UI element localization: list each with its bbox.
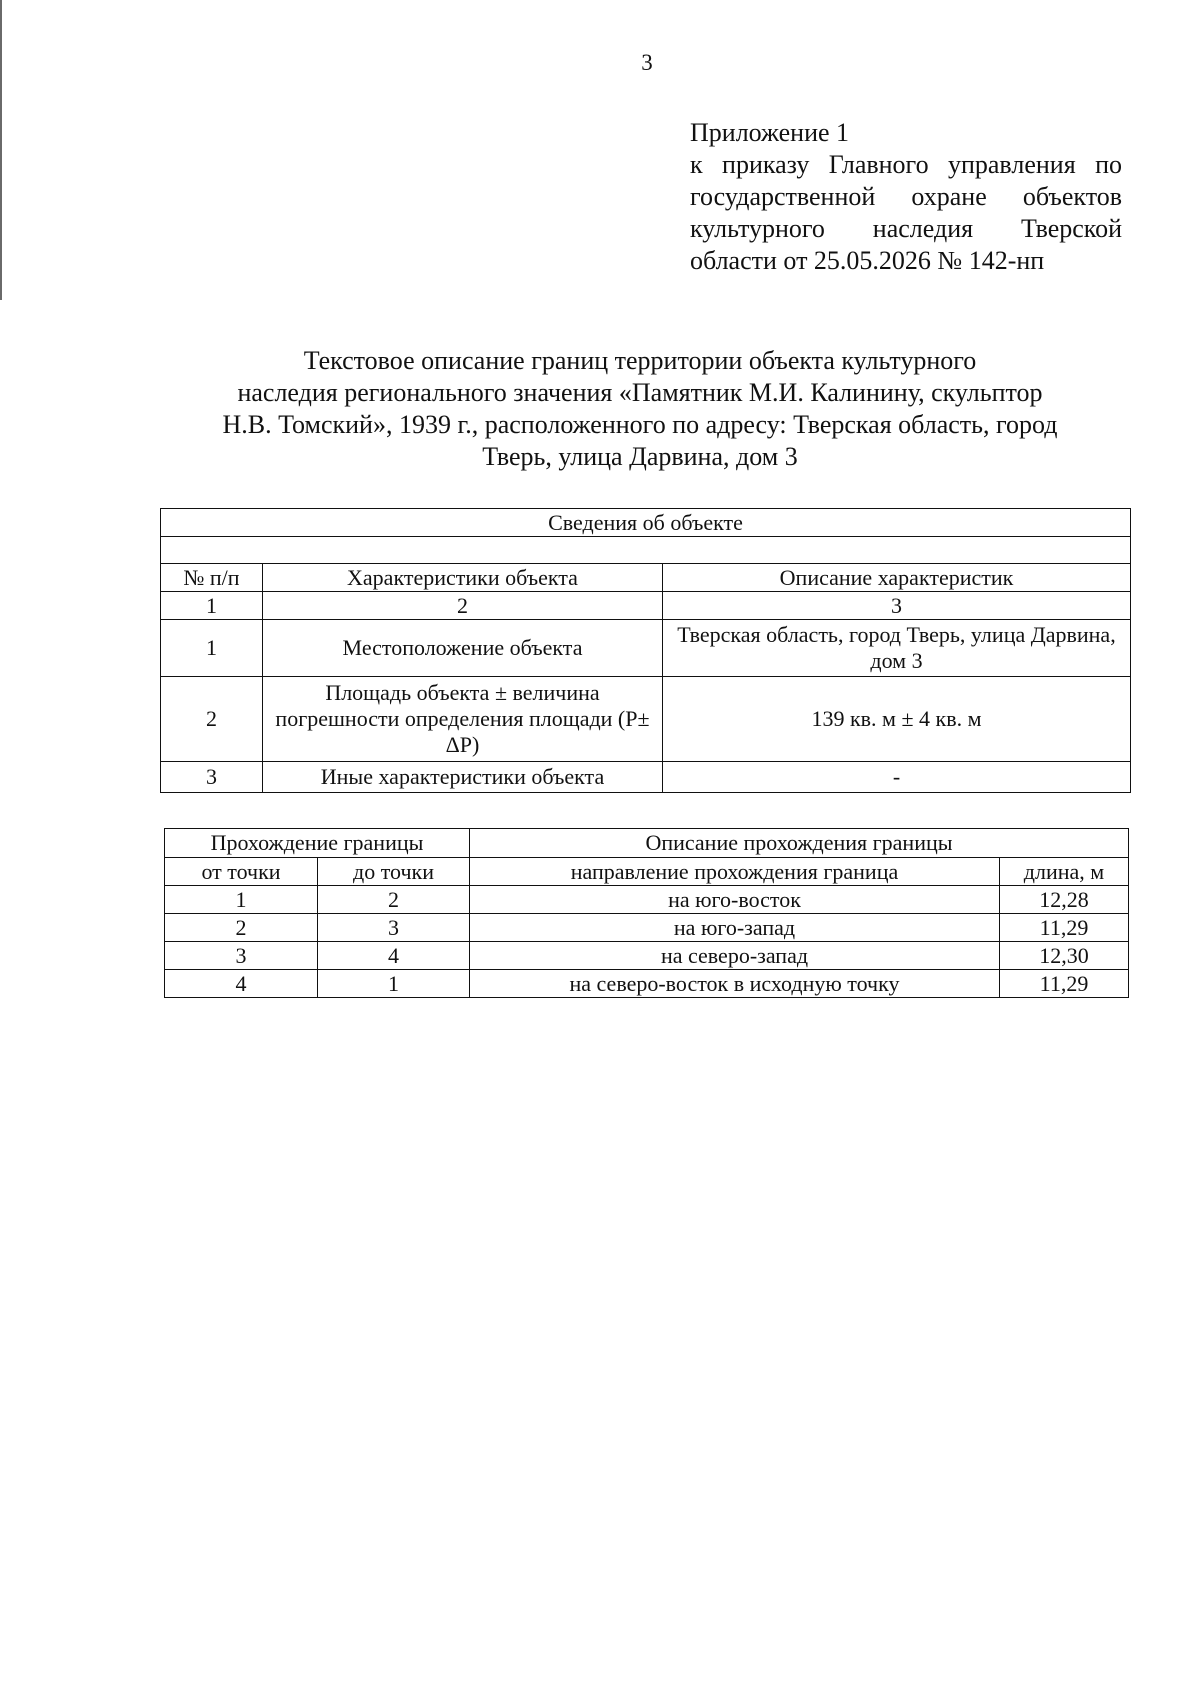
header-characteristic: Характеристики объекта [263,564,663,592]
length: 12,28 [1000,886,1129,914]
table-caption-row [161,509,1131,537]
group-header-row [165,829,1129,858]
from-point: 2 [165,914,318,942]
row-number: 1 [161,620,263,677]
table-spacer-cell [161,537,1131,564]
table-row [161,762,1131,793]
object-info-rows [161,620,1131,793]
from-point: 1 [165,886,318,914]
header-description: Описание характеристик [663,564,1131,592]
boundary-header-row [165,858,1129,886]
table-row [161,677,1131,762]
header-number: № п/п [161,564,263,592]
object-info-table [160,508,1131,793]
title-line: Н.В. Томский», 1939 г., расположенного по адресу: Тверская область, город [222,410,1058,439]
from-point: 3 [165,942,318,970]
appendix-line: государственной охране объектов [690,182,1122,211]
group-header-description: Описание прохождения границы [470,829,1129,858]
row-description: - [663,762,1131,793]
from-point: 4 [165,970,318,998]
title-line: Текстовое описание границ территории объекта культурного [303,346,977,375]
row-characteristic: Местоположение объекта [263,620,663,677]
direction: на юго-восток [470,886,1000,914]
appendix-line: области от 25.05.2026 № 142-нп [690,246,1045,275]
row-description: Тверская область, город Тверь, улица Дарвина, дом 3 [663,620,1131,677]
row-number: 3 [161,762,263,793]
to-point: 1 [318,970,470,998]
appendix-line: Приложение 1 [690,118,850,147]
direction: на юго-запад [470,914,1000,942]
boundary-table [164,828,1129,998]
column-number: 1 [161,592,263,620]
length: 11,29 [1000,914,1129,942]
to-point: 2 [318,886,470,914]
direction: на северо-восток в исходную точку [470,970,1000,998]
row-description: 139 кв. м ± 4 кв. м [663,677,1131,762]
table-header-row [161,564,1131,592]
table-row [165,942,1129,970]
to-point: 3 [318,914,470,942]
table-row [165,886,1129,914]
direction: на северо-запад [470,942,1000,970]
appendix-note [690,117,1122,277]
table-row [165,970,1129,998]
header-direction: направление прохождения граница [470,858,1000,886]
table-row [165,914,1129,942]
table-caption: Сведения об объекте [161,509,1131,537]
header-to-point: до точки [318,858,470,886]
table-row [161,620,1131,677]
title-line: Тверь, улица Дарвина, дом 3 [482,442,798,471]
scan-edge-line [0,0,2,300]
document-title [150,345,1130,473]
column-number: 3 [663,592,1131,620]
row-characteristic: Иные характеристики объекта [263,762,663,793]
header-length: длина, м [1000,858,1129,886]
group-header-passage: Прохождение границы [165,829,470,858]
column-number: 2 [263,592,663,620]
row-number: 2 [161,677,263,762]
title-line: наследия регионального значения «Памятник М.И. Калинину, скульптор [237,378,1043,407]
boundary-rows [165,886,1129,998]
to-point: 4 [318,942,470,970]
appendix-line: культурного наследия Тверской [690,214,1122,243]
length: 11,29 [1000,970,1129,998]
column-number-row [161,592,1131,620]
header-from-point: от точки [165,858,318,886]
appendix-line: к приказу Главного управления по [690,150,1122,179]
table-spacer-row [161,537,1131,564]
length: 12,30 [1000,942,1129,970]
page-number: 3 [641,50,653,75]
row-characteristic: Площадь объекта ± величина погрешности определения площади (P± ΔP) [263,677,663,762]
